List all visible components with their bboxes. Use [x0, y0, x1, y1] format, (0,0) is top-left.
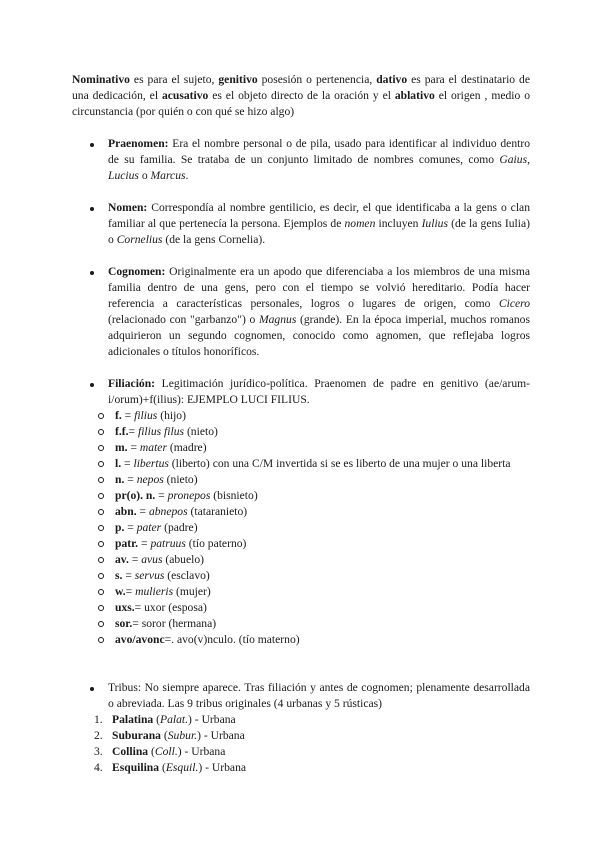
meaning: (bisnieto) [210, 489, 258, 502]
intro-text: el origen , medio o circunstancia (por quién o con qué se hizo algo) [72, 89, 530, 118]
meaning: (hijo) [157, 409, 186, 422]
circle-bullet-icon [98, 637, 104, 643]
abbrev: patr. [115, 537, 139, 550]
equals: = [128, 425, 138, 438]
latin-word: mulieris [135, 585, 174, 598]
equals: = [128, 553, 142, 566]
meaning: (nieto) [184, 425, 218, 438]
circle-bullet-icon [98, 509, 104, 515]
equals: = [134, 601, 145, 614]
equals: = [136, 505, 149, 518]
meaning: (mujer) [173, 585, 211, 598]
filiacion-abbrev-item [90, 472, 530, 488]
equals: = [132, 617, 142, 630]
filiacion-abbrev-item [90, 456, 530, 472]
bullet-icon [90, 680, 100, 696]
term-nominativo: Nominativo [72, 73, 130, 86]
equals: = [121, 409, 135, 422]
term-acusativo: acusativo [161, 89, 209, 102]
tribe-abbrev: Coll. [154, 745, 178, 758]
abbrev: n. [115, 473, 125, 486]
latin-word: libertus [133, 457, 169, 470]
equals: = [127, 441, 140, 454]
item-number: 2. [94, 729, 103, 742]
filiacion-abbrev-list [90, 408, 530, 648]
example-magnus: Magnus [258, 313, 297, 326]
example-cicero: Cicero [498, 297, 530, 310]
circle-bullet-icon [98, 429, 104, 435]
circle-bullet-icon [98, 605, 104, 611]
filiacion-abbrev-item [90, 440, 530, 456]
filiacion-abbrev-item [90, 488, 530, 504]
latin-word: patruus [150, 537, 186, 550]
abbrev: p. [115, 521, 125, 534]
example-nomen: nomen [344, 217, 376, 230]
circle-bullet-icon [98, 477, 104, 483]
circle-bullet-icon [98, 557, 104, 563]
equals: = [155, 489, 168, 502]
praenomen-label: Praenomen: [108, 137, 169, 150]
body-text: Originalmente era un apodo que diferenciaba a los miembros de una misma familia dentro de una gens, pero con el tiempo se volvió hereditario. Podía hacer referencia a características personales, logros o lugares de origen, como [108, 265, 530, 310]
item-number: 1. [94, 713, 103, 726]
tribe-name: Suburana [112, 729, 161, 742]
body-text: (de la gens Iulia) o [108, 217, 531, 246]
tribus-list [90, 712, 530, 776]
circle-bullet-icon [98, 461, 104, 467]
circle-bullet-icon [98, 445, 104, 451]
circle-bullet-icon [98, 541, 104, 547]
item-number: 3. [94, 745, 103, 758]
circle-bullet-icon [98, 493, 104, 499]
praenomen-text [90, 136, 530, 184]
tribus-list-item: 2. Suburana (Subur.) - Urbana [94, 729, 245, 742]
nomen-item [90, 200, 530, 248]
latin-word: servus [134, 569, 165, 582]
intro-text: es el objeto directo de la oración y el [208, 89, 395, 102]
body-text: . [185, 169, 189, 182]
intro-paragraph [72, 72, 530, 120]
meaning: uxor (esposa) [144, 601, 207, 614]
bullet-icon [90, 200, 100, 216]
tribe-type: Urbana [211, 761, 247, 774]
meaning: (nieto) [163, 473, 198, 486]
abbrev: s. [115, 569, 123, 582]
tribe-name: Palatina [112, 713, 154, 726]
body-text: o [138, 169, 151, 182]
abbrev: uxs. [115, 601, 135, 614]
latin-word: mater [139, 441, 167, 454]
tribus-item [90, 680, 530, 776]
filiacion-abbrev-item [90, 600, 530, 616]
body-text: , [527, 153, 530, 166]
intro-text: es para el sujeto, [129, 73, 219, 86]
tribus-text: Tribus: No siempre aparece. Tras filiación y antes de cognomen; plenamente desarrollada o abreviada. Las 9 tribus originales (4 urbanas y 5 rústicas) [108, 681, 530, 710]
latin-word: pronepos [167, 489, 211, 502]
filiacion-abbrev-item [90, 504, 530, 520]
abbrev: m. [115, 441, 128, 454]
meaning: (tío paterno) [185, 537, 247, 550]
abbrev: w. [115, 585, 126, 598]
tribus-list-item: 1. Palatina (Palat.) - Urbana [94, 713, 236, 726]
circle-bullet-icon [98, 573, 104, 579]
term-dativo: dativo [376, 73, 408, 86]
equals: = [125, 585, 136, 598]
example-lucius: Lucius [108, 169, 139, 182]
meaning: avo(v)nculo. (tío materno) [176, 633, 300, 646]
abbrev: avo/avonc [115, 633, 165, 646]
body-text: incluyen [375, 217, 422, 230]
meaning: (madre) [166, 441, 207, 454]
equals: = [124, 473, 137, 486]
cognomen-label: Cognomen: [108, 265, 166, 278]
equals: = [121, 457, 134, 470]
tribe-abbrev: Subur. [167, 729, 198, 742]
tribe-type: Urbana [191, 745, 226, 758]
cognomen-text [90, 264, 530, 360]
abbrev: f.f. [115, 425, 129, 438]
intro-text: es para el destinatario de una dedicación, el [72, 73, 530, 102]
filiacion-abbrev-item [90, 632, 530, 648]
filiacion-abbrev-item [90, 616, 530, 632]
bullet-icon [90, 376, 100, 392]
meaning: soror (hermana) [141, 617, 217, 630]
filiacion-abbrev-item [90, 408, 530, 424]
body-text: Legitimación jurídico-política. Praenomen de padre en genitivo (ae/arum-i/orum)+f(ilius): EJEMPLO LUCI FILIUS. [108, 377, 530, 406]
abbrev: av. [115, 553, 129, 566]
meaning: (esclavo) [164, 569, 210, 582]
circle-bullet-icon [98, 413, 104, 419]
circle-bullet-icon [98, 525, 104, 531]
body-text: Correspondía al nombre gentilicio, es decir, el que identificaba a la gens o clan familiar al que pertenecía la persona. Ejemplos de [108, 201, 530, 230]
filiacion-abbrev-item [90, 552, 530, 568]
nomen-text [90, 200, 530, 248]
circle-bullet-icon [98, 589, 104, 595]
latin-word: filius [134, 409, 158, 422]
latin-word: abnepos [148, 505, 188, 518]
body-text: Era el nombre personal o de pila, usado para identificar al individuo dentro de su familia. Se trataba de un conjunto limitado de nombres comunes, como [108, 137, 530, 166]
example-cornelius: Cornelius [116, 233, 163, 246]
filiacion-abbrev-item [90, 568, 530, 584]
tribe-type: Urbana [201, 713, 236, 726]
latin-word: nepos [136, 473, 164, 486]
tribe-name: Esquilina [112, 761, 160, 774]
intro-text: posesión o pertenencia, [257, 73, 377, 86]
latin-word: pater [136, 521, 162, 534]
tribe-abbrev: Palat. [160, 713, 189, 726]
nomen-label: Nomen: [108, 201, 148, 214]
cognomen-item [90, 264, 530, 360]
abbrev: abn. [115, 505, 137, 518]
filiacion-abbrev-item [90, 536, 530, 552]
body-text: (grande). En la época imperial, muchos romanos adquirieron un segundo cognomen, conocido como agnomen, que reflejaba logros adicionales o títulos honoríficos. [108, 313, 530, 358]
meaning: (tataranieto) [187, 505, 248, 518]
abbrev: pr(o). n. [115, 489, 156, 502]
term-ablativo: ablativo [394, 89, 435, 102]
meaning: (abuelo) [162, 553, 204, 566]
equals: = [122, 569, 135, 582]
abbrev: sor. [115, 617, 133, 630]
filiacion-label: Filiación: [108, 377, 156, 390]
praenomen-item [90, 136, 530, 184]
tribus-list-item: 3. Collina (Coll.) - Urbana [94, 745, 226, 758]
circle-bullet-icon [98, 621, 104, 627]
filiacion-abbrev-item [90, 520, 530, 536]
equals: = [124, 521, 137, 534]
bullet-icon [90, 264, 100, 280]
term-genitivo: genitivo [218, 73, 258, 86]
meaning: (padre) [161, 521, 198, 534]
bullet-icon [90, 136, 100, 152]
example-marcus: Marcus [150, 169, 186, 182]
abbrev: l. [115, 457, 122, 470]
example-gaius: Gaius [499, 153, 528, 166]
tribe-type: Urbana [210, 729, 245, 742]
equals: = [138, 537, 151, 550]
latin-word: filius filus [137, 425, 185, 438]
body-text: (de la gens Cornelia). [162, 233, 266, 246]
filiacion-item [90, 376, 530, 648]
equals: =. [164, 633, 177, 646]
meaning: (liberto) con una C/M invertida si se es liberto de una mujer o una liberta [168, 457, 511, 470]
tribe-abbrev: Esquil. [165, 761, 199, 774]
tribe-name: Collina [112, 745, 149, 758]
filiacion-abbrev-item [90, 584, 530, 600]
body-text: (relacionado con "garbanzo") o [108, 313, 259, 326]
abbrev: f. [115, 409, 122, 422]
filiacion-text [90, 376, 530, 408]
tribus-list-item: 4. Esquilina (Esquil.) - Urbana [94, 761, 247, 774]
example-iulius: Iulius [421, 217, 448, 230]
item-number: 4. [94, 761, 103, 774]
filiacion-abbrev-item [90, 424, 530, 440]
latin-word: avus [141, 553, 163, 566]
